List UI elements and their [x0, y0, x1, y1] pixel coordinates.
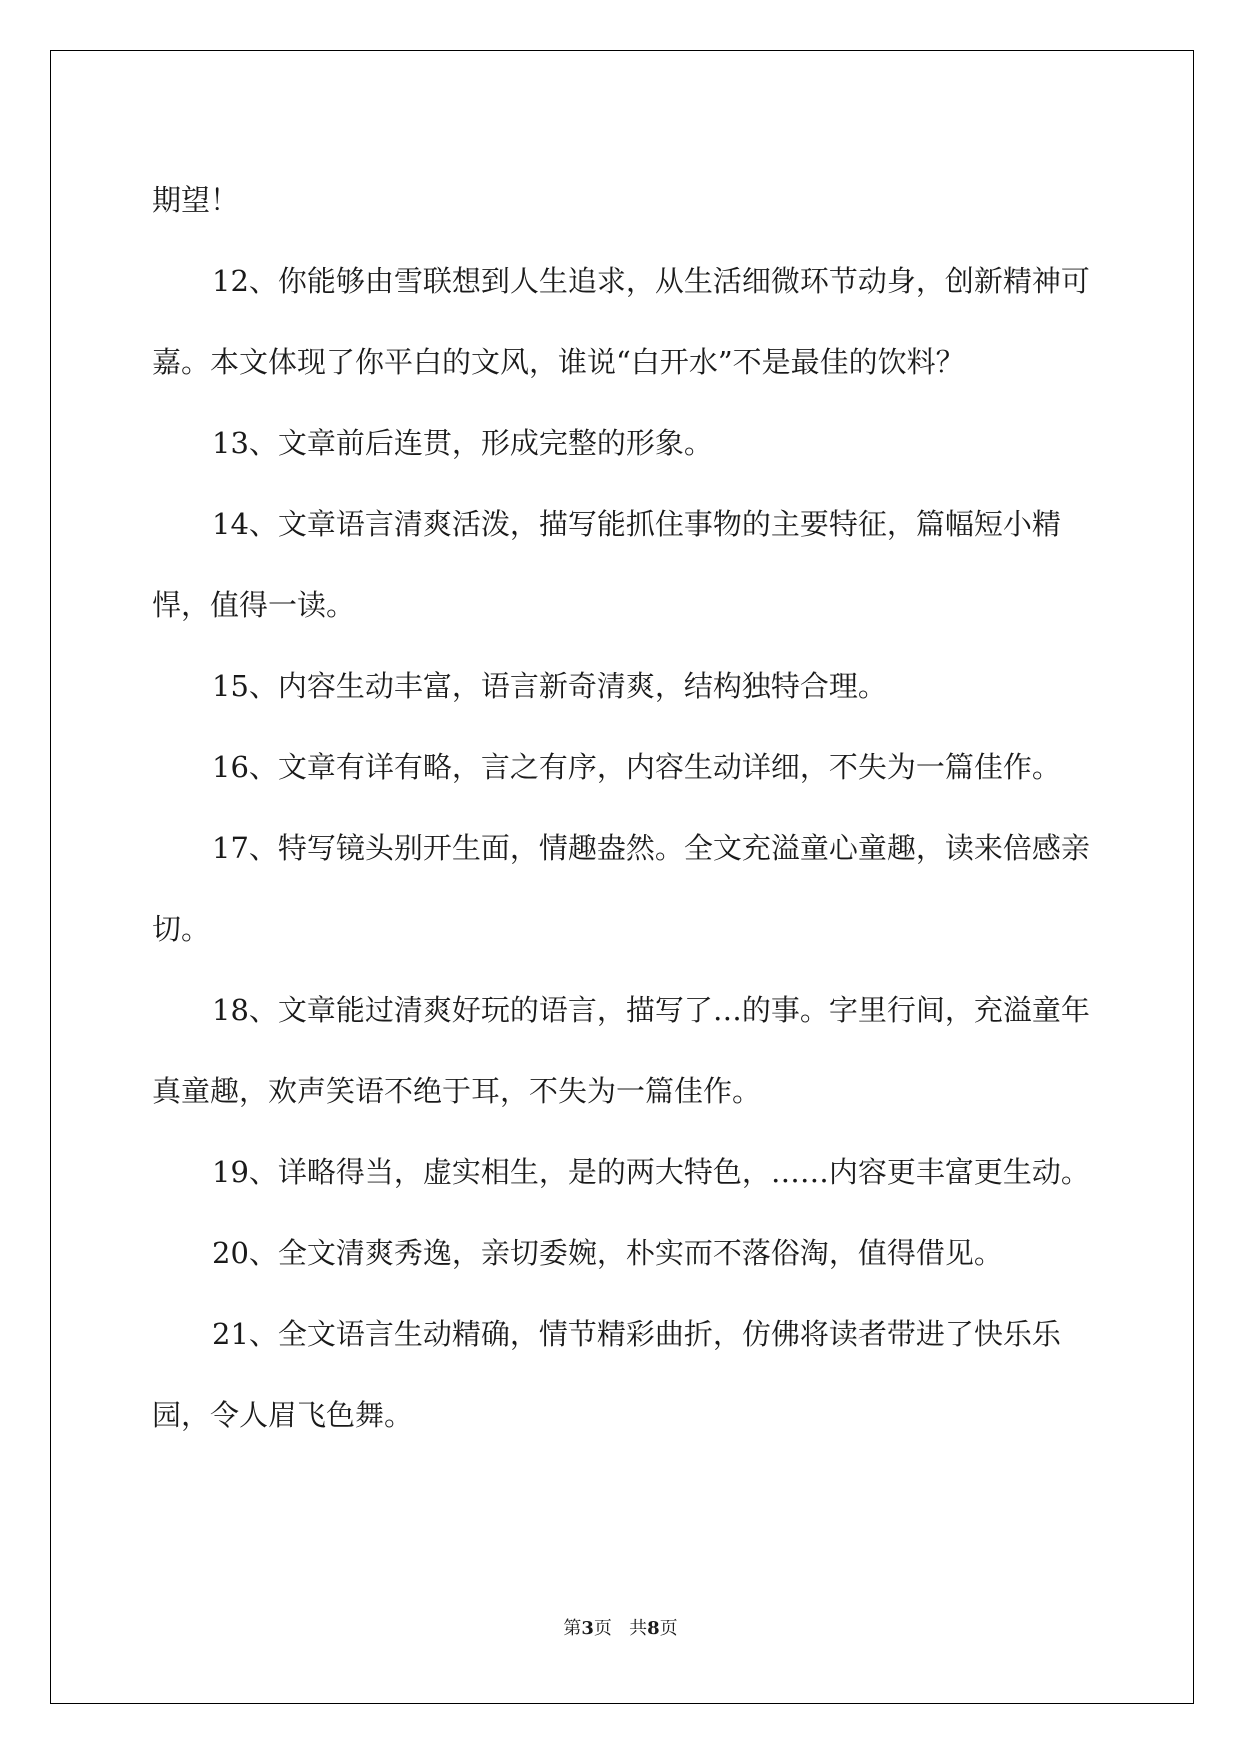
paragraph-15: 15、内容生动丰富，语言新奇清爽，结构独特合理。	[212, 669, 887, 703]
paragraph-continuation: 期望！	[152, 183, 240, 217]
paragraph-19: 19、详略得当，虚实相生，是的两大特色，……内容更丰富更生动。	[212, 1155, 1090, 1189]
paragraph-12: 12、你能够由雪联想到人生追求，从生活细微环节动身，创新精神可嘉。本文体现了你平白的文风，谁说“白开水”不是最佳的饮料？	[152, 264, 1090, 379]
paragraph-17: 17、特写镜头别开生面，情趣盎然。全文充溢童心童趣，读来倍感亲切。	[152, 831, 1090, 946]
page-footer	[0, 1614, 1241, 1640]
footer-prefix: 第	[563, 1618, 582, 1639]
paragraph-21: 21、全文语言生动精确，情节精彩曲折，仿佛将读者带进了快乐乐园，令人眉飞色舞。	[152, 1317, 1061, 1432]
paragraph-14: 14、文章语言清爽活泼，描写能抓住事物的主要特征，篇幅短小精悍，值得一读。	[152, 507, 1061, 622]
paragraph-13: 13、文章前后连贯，形成完整的形象。	[212, 426, 713, 460]
total-pages-number: 8	[647, 1618, 660, 1639]
footer-mid: 页 共	[593, 1618, 648, 1639]
paragraph-20: 20、全文清爽秀逸，亲切委婉，朴实而不落俗淘，值得借见。	[212, 1236, 1003, 1270]
paragraph-18: 18、文章能过清爽好玩的语言，描写了…的事。字里行间，充溢童年真童趣，欢声笑语不绝于耳，不失为一篇佳作。	[152, 993, 1090, 1108]
document-body	[152, 160, 1092, 1456]
paragraph-16: 16、文章有详有略，言之有序，内容生动详细，不失为一篇佳作。	[212, 750, 1061, 784]
footer-suffix: 页	[659, 1618, 678, 1639]
current-page-number: 3	[581, 1618, 594, 1639]
